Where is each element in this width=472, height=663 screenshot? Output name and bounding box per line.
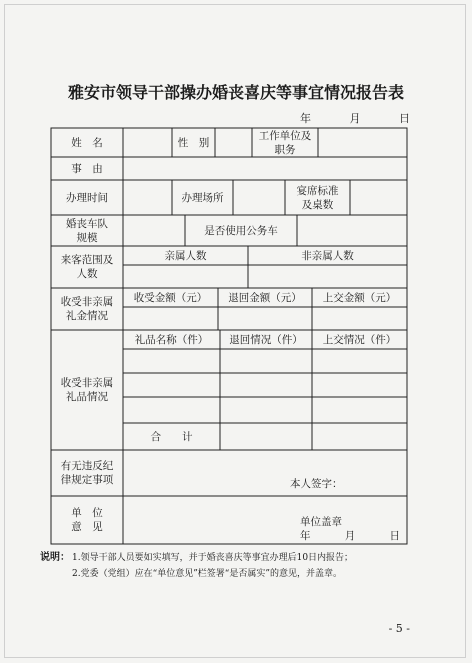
event-place-label: 办理场所 (181, 191, 224, 204)
received-amount-header: 收受金额（元） (133, 291, 208, 304)
notes-section (40, 550, 460, 582)
seal-date-line (300, 529, 400, 543)
official-car-label: 是否使用公务车 (204, 224, 278, 237)
reason-label: 事 由 (71, 162, 103, 175)
event-time-label: 办理时间 (66, 191, 108, 204)
note-item: 1.领导干部人员要如实填写，并于婚丧喜庆等事宜办理后10日内报告； (72, 553, 354, 563)
cash-gifts-label: 收受非亲属礼金情况 (60, 296, 114, 322)
seal-month-label: 月 (344, 530, 356, 542)
page-number: - 5 - (388, 622, 410, 635)
unit-seal-label: 单位盖章 (300, 516, 342, 528)
gender-label: 性 别 (177, 136, 210, 149)
relatives-count-label: 亲属人数 (164, 249, 207, 262)
note-item: 2.党委（党组）应在“单位意见”栏签署“是否属实”的意见，并盖章。 (72, 569, 342, 579)
total-label: 合 计 (150, 430, 193, 443)
self-signature-label: 本人签字： (290, 478, 343, 490)
returned-amount-header: 退回金额（元） (228, 291, 302, 304)
work-unit-label: 工作单位及职务 (258, 129, 312, 156)
non-relatives-count-label: 非亲属人数 (301, 249, 354, 262)
name-label: 姓 名 (71, 136, 103, 149)
wedding-fleet-label: 婚丧车队规模 (66, 217, 108, 244)
gift-items-label: 收受非亲属礼品情况 (60, 377, 114, 403)
date-day-label: 日 (399, 112, 410, 125)
date-year-label: 年 (300, 112, 311, 125)
violations-label: 有无违反纪律规定事项 (60, 460, 114, 486)
seal-day-label: 日 (389, 530, 400, 542)
handed-over-amount-header: 上交金额（元） (322, 291, 397, 304)
seal-year-label: 年 (300, 530, 311, 542)
unit-opinion-label: 单 位 意 见 (71, 507, 114, 533)
date-month-label: 月 (349, 112, 361, 125)
returned-status-header: 退回情况（件） (229, 333, 303, 346)
handed-over-status-header: 上交情况（件） (322, 333, 397, 346)
gift-name-header: 礼品名称（件） (134, 333, 209, 346)
banquet-standard-label: 宴席标准及桌数 (296, 184, 339, 211)
guests-scope-label: 来客范围及人数 (60, 254, 114, 280)
notes-heading: 说明： (40, 552, 70, 563)
form-title: 雅安市领导干部操办婚丧喜庆等事宜情况报告表 (67, 83, 404, 102)
